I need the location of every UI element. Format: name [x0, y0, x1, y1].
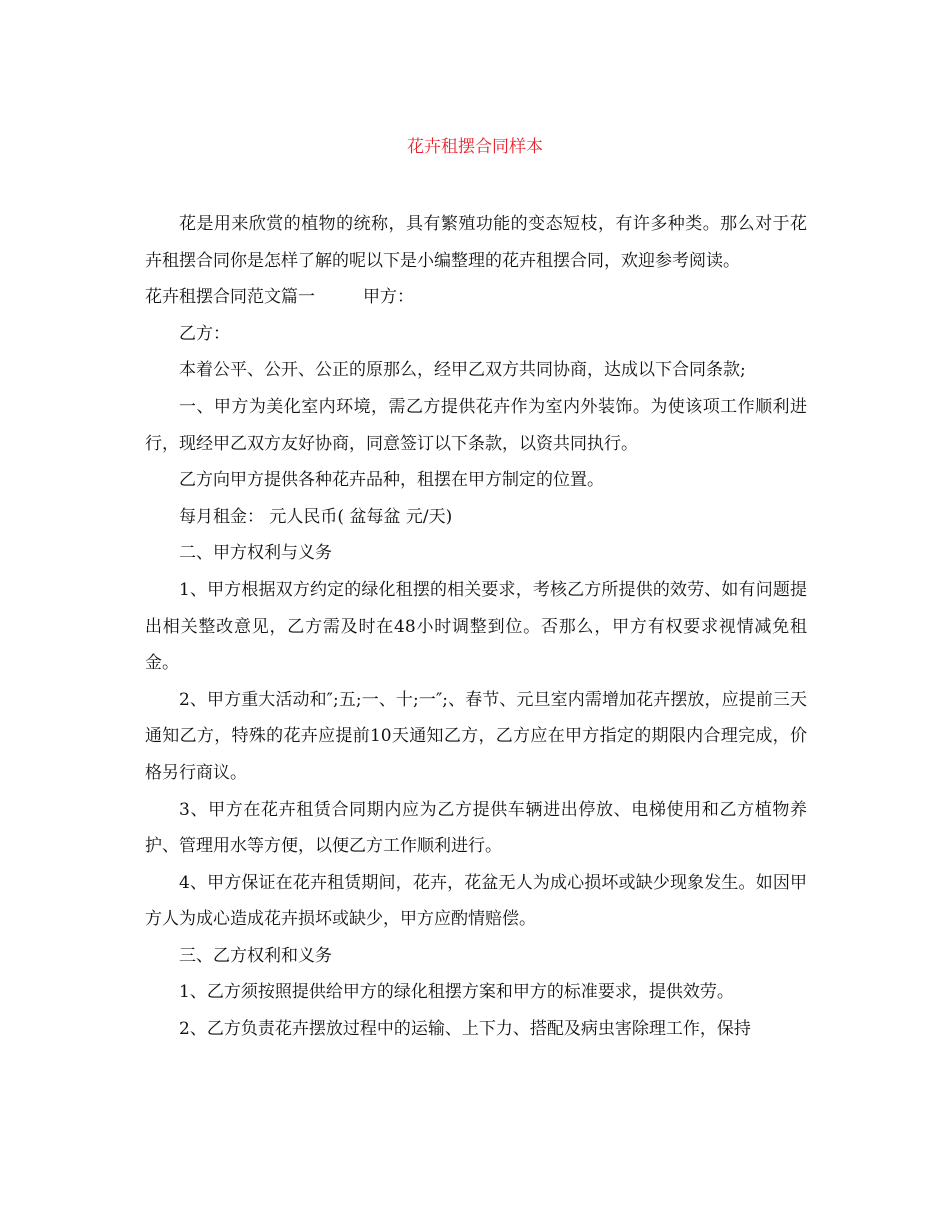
section-3-item-1: 1、乙方须按照提供给甲方的绿化租摆方案和甲方的标准要求，提供效劳。: [179, 982, 734, 1003]
supply-paragraph: 乙方向甲方提供各种花卉品种，租摆在甲方制定的位置。: [179, 470, 604, 491]
intro-paragraph: 花是用来欣赏的植物的统称，具有繁殖功能的变态短枝，有许多种类。那么对于花卉租摆合同你是怎样了解的呢以下是小编整理的花卉租摆合同，欢迎参考阅读。: [145, 214, 807, 271]
principle-paragraph: 本着公平、公开、公正的原那么，经甲乙双方共同协商，达成以下合同条款;: [179, 360, 746, 381]
section-3-heading: 三、乙方权利和义务: [179, 945, 332, 966]
section-2-item-4: 4、甲方保证在花卉租赁期间，花卉，花盆无人为成心损坏或缺少现象发生。如因甲方人为成心造成花卉损坏或缺少，甲方应酌情赔偿。: [145, 872, 807, 930]
party-b-line: 乙方：: [179, 323, 230, 344]
document-body: [145, 206, 807, 1048]
section-2-item-1: 1、甲方根据双方约定的绿化租摆的相关要求，考核乙方所提供的效劳、如有问题提出相关整改意见，乙方需及时在48小时调整到位。否那么，甲方有权要求视情减免租金。: [145, 579, 807, 674]
rent-paragraph: 每月租金： 元人民币( 盆每盆 元/天): [179, 506, 453, 527]
section-2-item-3: 3、甲方在花卉租赁合同期内应为乙方提供车辆进出停放、电梯使用和乙方植物养护、管理用水等方便，以便乙方工作顺利进行。: [145, 799, 807, 857]
document-title: 花卉租摆合同样本: [407, 137, 543, 157]
heading-line-left: 花卉租摆合同范文篇一: [145, 287, 315, 308]
section-3-item-2: 2、乙方负责花卉摆放过程中的运输、上下力、搭配及病虫害除理工作，保持: [179, 1019, 751, 1040]
heading-line: [145, 279, 807, 316]
heading-line-right: 甲方：: [363, 287, 414, 308]
section-2-item-2: 2、甲方重大活动和″;五;一、十;一″;、春节、元旦室内需增加花卉摆放，应提前三天通知乙方，特殊的花卉应提前10天通知乙方，乙方应在甲方指定的期限内合理完成，价格另行商议。: [145, 689, 807, 783]
clause-1-paragraph: 一、甲方为美化室内环境，需乙方提供花卉作为室内外装饰。为使该项工作顺利进行，现经甲乙双方友好协商，同意签订以下条款，以资共同执行。: [145, 396, 807, 454]
section-2-heading: 二、甲方权利与义务: [179, 543, 332, 564]
